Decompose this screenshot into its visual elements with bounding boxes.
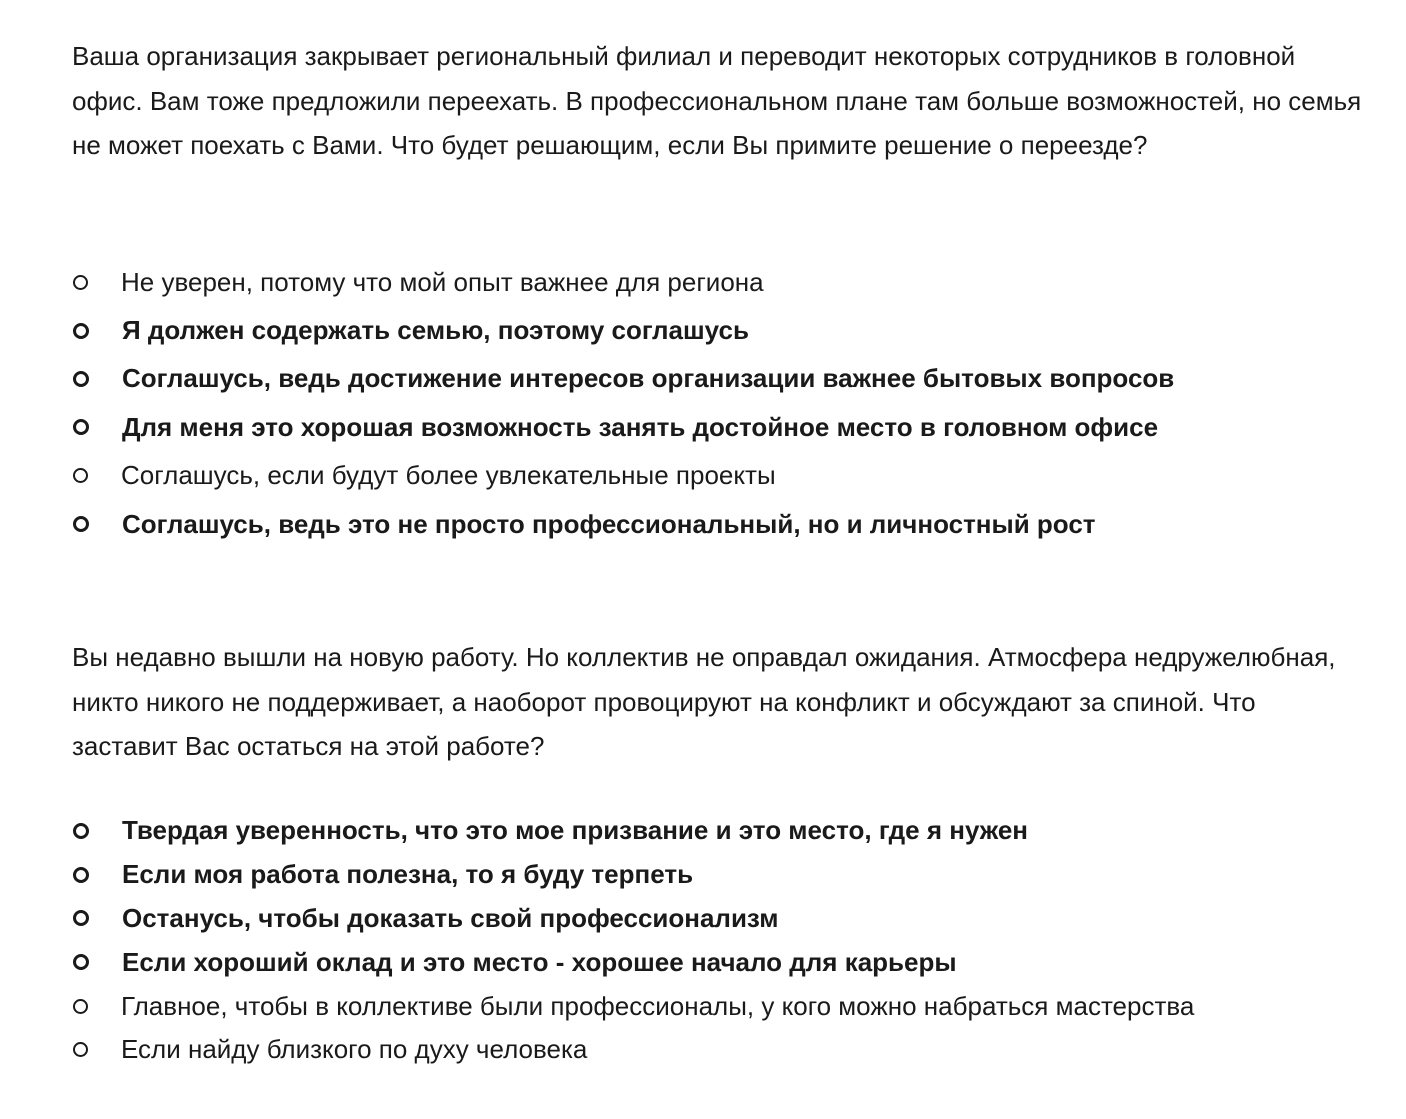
option-item[interactable] xyxy=(72,258,1372,306)
option-item[interactable] xyxy=(72,897,1372,941)
question-2-text: Вы недавно вышли на новую работу. Но коллектив не оправдал ожидания. Атмосфера недружелюбная, никто никого не поддерживает, а наоборот провоцируют на конфликт и обсуждают за спиной. Что заставит Вас остаться на этой работе? xyxy=(72,642,1336,761)
option-item[interactable] xyxy=(72,984,1372,1028)
option-item[interactable] xyxy=(72,500,1372,548)
option-label: Соглашусь, ведь достижение интересов организации важнее бытовых вопросов xyxy=(122,363,1175,394)
option-item[interactable] xyxy=(72,403,1372,451)
option-label: Если хороший оклад и это место - хорошее начало для карьеры xyxy=(122,946,957,977)
radio-circle-icon[interactable] xyxy=(73,954,89,970)
radio-circle-icon[interactable] xyxy=(73,371,89,387)
option-item[interactable] xyxy=(72,306,1372,354)
option-item[interactable] xyxy=(72,1028,1372,1072)
option-label: Останусь, чтобы доказать свой профессионализм xyxy=(122,902,779,933)
radio-circle-icon[interactable] xyxy=(73,468,88,483)
question-1-text: Ваша организация закрывает региональный филиал и переводит некоторых сотрудников в головной офис. Вам тоже предложили переехать. В профессиональном плане там больше возможностей, но семья не может поехать с Вами. Что будет решающим, если Вы примите решение о переезде? xyxy=(72,41,1362,160)
question-1-options xyxy=(72,258,1372,548)
radio-circle-icon[interactable] xyxy=(73,275,88,290)
question-2-options xyxy=(72,809,1372,1072)
radio-circle-icon[interactable] xyxy=(73,419,89,435)
option-label: Если найду близкого по духу человека xyxy=(121,1034,588,1065)
option-label: Соглашусь, ведь это не просто профессиональный, но и личностный рост xyxy=(122,508,1096,539)
option-label: Главное, чтобы в коллективе были профессионалы, у кого можно набраться мастерства xyxy=(121,990,1195,1021)
option-label: Я должен содержать семью, поэтому соглашусь xyxy=(122,315,749,346)
option-label: Не уверен, потому что мой опыт важнее для региона xyxy=(121,266,764,297)
option-item[interactable] xyxy=(72,940,1372,984)
radio-circle-icon[interactable] xyxy=(73,823,89,839)
radio-circle-icon[interactable] xyxy=(73,910,89,926)
option-label: Если моя работа полезна, то я буду терпеть xyxy=(122,859,694,890)
radio-circle-icon[interactable] xyxy=(73,1042,88,1057)
option-item[interactable] xyxy=(72,452,1372,500)
radio-circle-icon[interactable] xyxy=(73,323,89,339)
option-item[interactable] xyxy=(72,853,1372,897)
option-label: Для меня это хорошая возможность занять достойное место в головном офисе xyxy=(122,411,1159,442)
radio-circle-icon[interactable] xyxy=(73,999,88,1014)
option-item[interactable] xyxy=(72,809,1372,853)
option-label: Соглашусь, если будут более увлекательные проекты xyxy=(121,460,776,491)
radio-circle-icon[interactable] xyxy=(73,516,89,532)
option-label: Твердая уверенность, что это мое призвание и это место, где я нужен xyxy=(122,815,1028,846)
option-item[interactable] xyxy=(72,355,1372,403)
radio-circle-icon[interactable] xyxy=(73,867,89,883)
